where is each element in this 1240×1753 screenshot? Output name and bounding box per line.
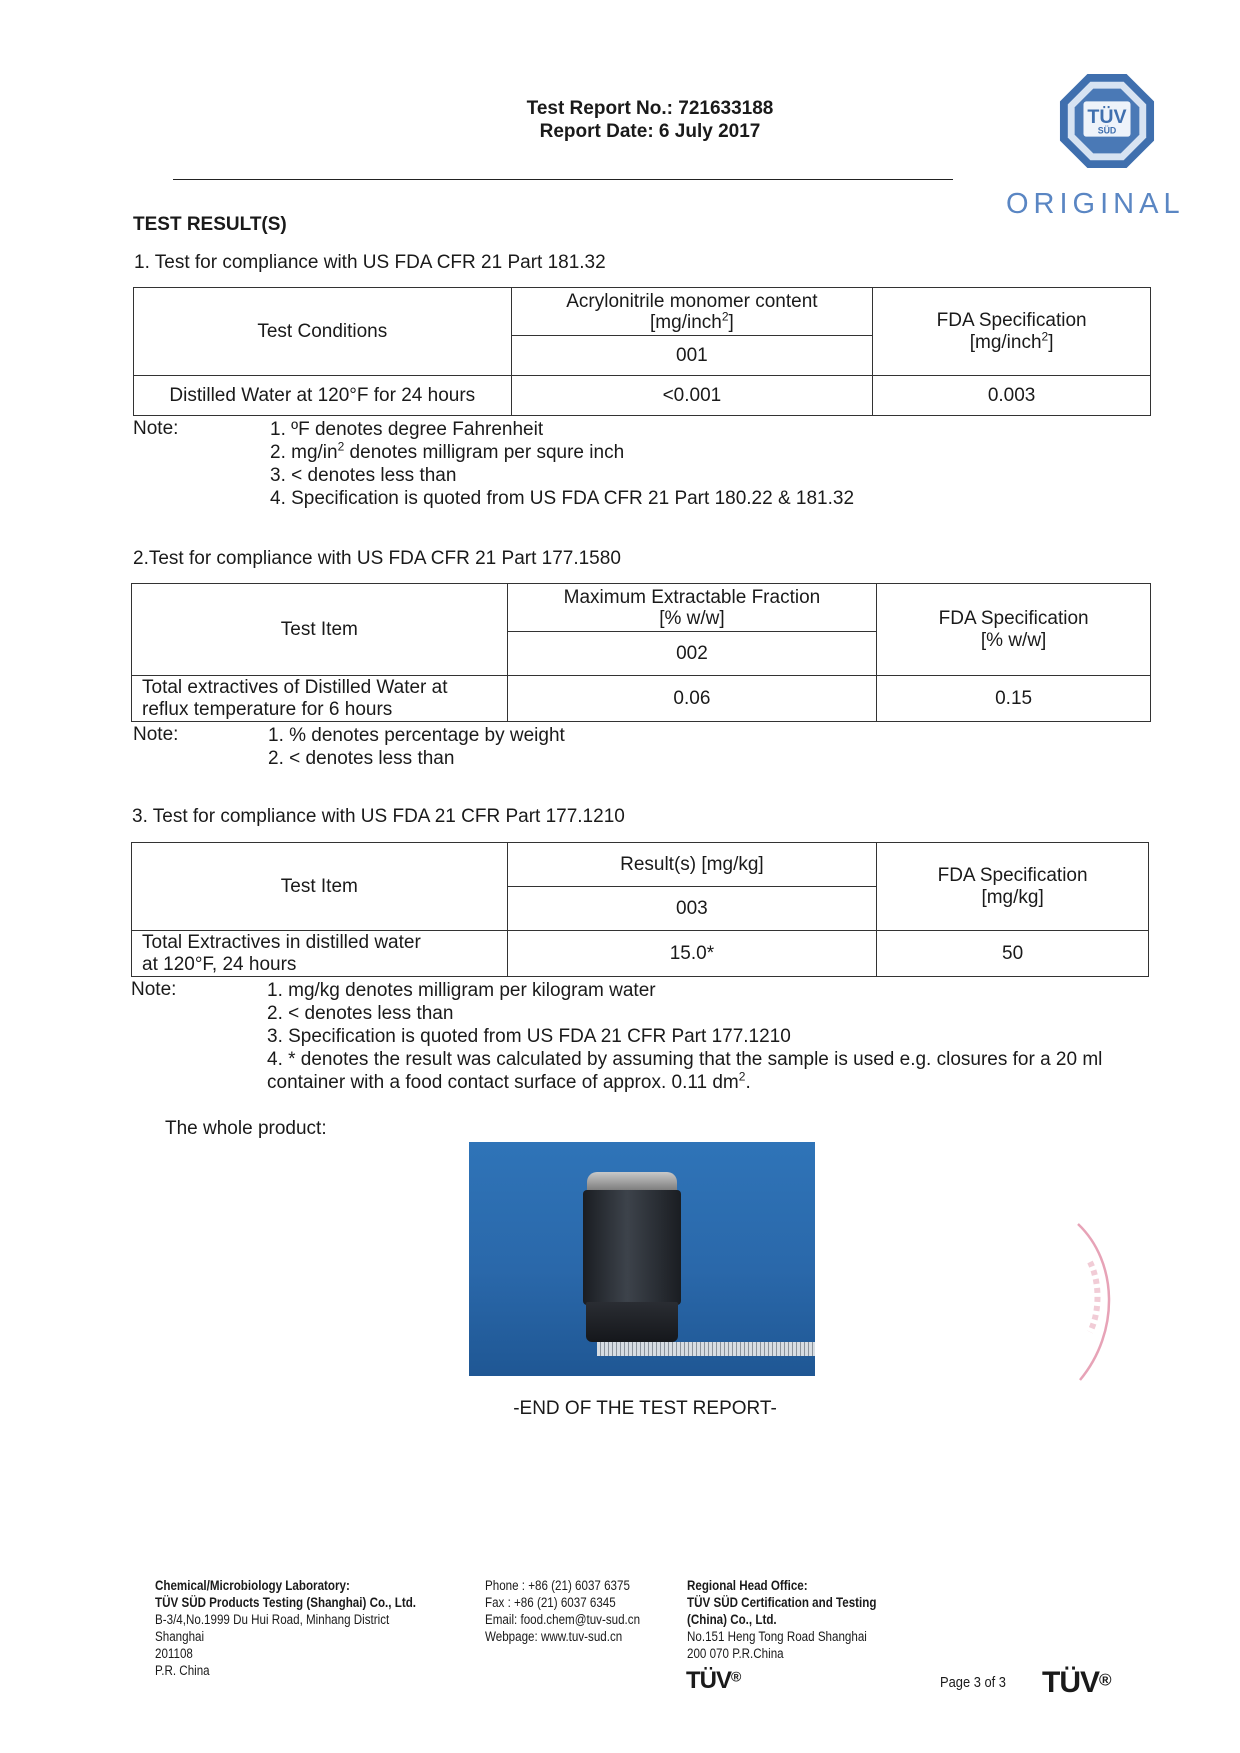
seal-stamp-fragment [1070,1222,1122,1382]
product-photo [469,1142,815,1376]
report-date: Report Date: 6 July 2017 [539,121,761,142]
page-number: Page 3 of 3 [940,1674,1006,1691]
test1-title: 1. Test for compliance with US FDA CFR 21 Part 181.32 [134,252,606,273]
product-base [586,1302,678,1342]
footer-lab-postcode: 201108 [155,1646,193,1661]
footer-lab-company: TÜV SÜD Products Testing (Shanghai) Co., Ltd. [155,1595,417,1610]
footer-lab-address: B-3/4,No.1999 Du Hui Road, Minhang District [155,1612,390,1627]
test3-row-item: Total Extractives in distilled water at 120°F, 24 hours [132,931,508,977]
test1-col-spec-unit: [mg/inch$^2$] [969,329,1054,353]
test2-row-result: 0.06 [507,676,877,722]
end-of-report: -END OF THE TEST REPORT- [513,1398,777,1419]
test2-note-1: 1. % denotes percentage by weight [268,725,565,746]
test2-note-label: Note: [133,724,179,745]
product-body [583,1190,681,1305]
test2-col-result-header [507,584,877,632]
test1-col-spec [873,288,1151,376]
test2-col-result-title: Maximum Extractable Fraction [563,586,821,608]
test3-note-5: container with a food contact surface of approx. 0.11 $dm^2$. [267,1069,751,1093]
test2-col-spec-unit: [% w/w] [980,629,1047,651]
footer-office-title: Regional Head Office: [687,1578,808,1593]
test3-note-label: Note: [131,979,177,1000]
footer-lab [155,1577,416,1679]
footer-lab-title: Chemical/Microbiology Laboratory: [155,1578,350,1593]
test1-note-4: 4. Specification is quoted from US FDA CFR 21 Part 180.22 & 181.32 [270,488,855,509]
test1-col-result-header [511,288,873,336]
report-number: Test Report No.: 721633188 [526,98,774,119]
test2-col-result-unit: [% w/w] [659,607,725,629]
test1-note-label: Note: [133,418,179,439]
test1-row-spec: 0.003 [873,376,1151,416]
ruler [597,1342,815,1356]
section-title: TEST RESULT(S) [133,214,287,235]
test3-col-result-title: Result(s) [mg/kg] [507,843,877,887]
test2-table [131,583,1151,722]
test2-col-item: Test Item [132,584,508,676]
test3-row-result: 15.0* [507,931,877,977]
test3-note-3: 3. Specification is quoted from US FDA 21 CFR Part 177.1210 [267,1026,791,1047]
test1-notes [270,418,854,510]
test2-sample-id: 002 [507,632,877,676]
footer-phone: Phone : +86 (21) 6037 6375 [485,1578,630,1593]
test3-col-spec-title: FDA Specification [937,864,1088,886]
tuv-sud-logo [1058,72,1156,170]
footer-lab-country: P.R. China [155,1663,210,1678]
test3-notes [267,979,1102,1094]
test2-row-spec: 0.15 [877,676,1151,722]
test2-row-item: Total extractives of Distilled Water at reflux temperature for 6 hours [132,676,508,722]
test3-col-item: Test Item [132,843,508,931]
logo-sud-text: SÜD [1097,125,1117,136]
footer-head-office [687,1577,876,1662]
test1-note-3: 3. < denotes less than [270,465,457,486]
test1-col-result-unit: [mg/inch$^2$] [650,309,734,333]
header-divider [173,179,953,180]
test3-title: 3. Test for compliance with US FDA 21 CFR Part 177.1210 [132,806,625,827]
test3-row-spec: 50 [877,931,1149,977]
test2-title: 2.Test for compliance with US FDA CFR 21 Part 177.1580 [133,548,621,569]
test1-note-1: 1. ºF denotes degree Fahrenheit [270,419,544,440]
test2-notes [268,724,565,770]
test1-col-spec-title: FDA Specification [936,309,1087,331]
footer-office-company2: (China) Co., Ltd. [687,1612,777,1627]
whole-product-label: The whole product: [165,1118,327,1139]
test3-note-4: 4. * denotes the result was calculated by assuming that the sample is used e.g. closures for a 20 ml [267,1049,1103,1070]
footer-office-company: TÜV SÜD Certification and Testing [687,1595,877,1610]
footer-email: Email: food.chem@tuv-sud.cn [485,1612,641,1627]
footer-office-address: No.151 Heng Tong Road Shanghai [687,1629,867,1644]
test1-table [133,287,1151,416]
logo-tuv-text: TÜV [1087,105,1127,128]
test2-note-2: 2. < denotes less than [268,748,455,769]
test1-note-2: 2. $mg/in^2$ denotes milligram per squre inch [270,439,625,463]
original-stamp-text: ORIGINAL [1006,188,1185,220]
test2-col-spec-title: FDA Specification [938,607,1089,629]
test3-table [131,842,1149,977]
test3-col-spec-unit: [mg/kg] [981,886,1044,908]
test1-col-conditions: Test Conditions [134,288,512,376]
footer-tuv-mark-small: TÜV® [686,1667,742,1694]
test3-col-spec [877,843,1149,931]
test2-col-spec [877,584,1151,676]
footer-tuv-mark-large: TÜV® [1042,1666,1112,1699]
test3-note-2: 2. < denotes less than [267,1003,454,1024]
footer-lab-city: Shanghai [155,1629,205,1644]
test3-note-1: 1. mg/kg denotes milligram per kilogram water [267,980,656,1001]
footer-fax: Fax : +86 (21) 6037 6345 [485,1595,616,1610]
footer-office-postcode: 200 070 P.R.China [687,1646,784,1661]
test1-col-result-title: Acrylonitrile monomer content [566,290,818,312]
test1-sample-id: 001 [511,336,873,376]
footer-contact [485,1577,640,1645]
test3-sample-id: 003 [507,887,877,931]
test1-row-condition: Distilled Water at 120°F for 24 hours [134,376,512,416]
footer-webpage: Webpage: www.tuv-sud.cn [485,1629,623,1644]
test1-row-result: <0.001 [511,376,873,416]
